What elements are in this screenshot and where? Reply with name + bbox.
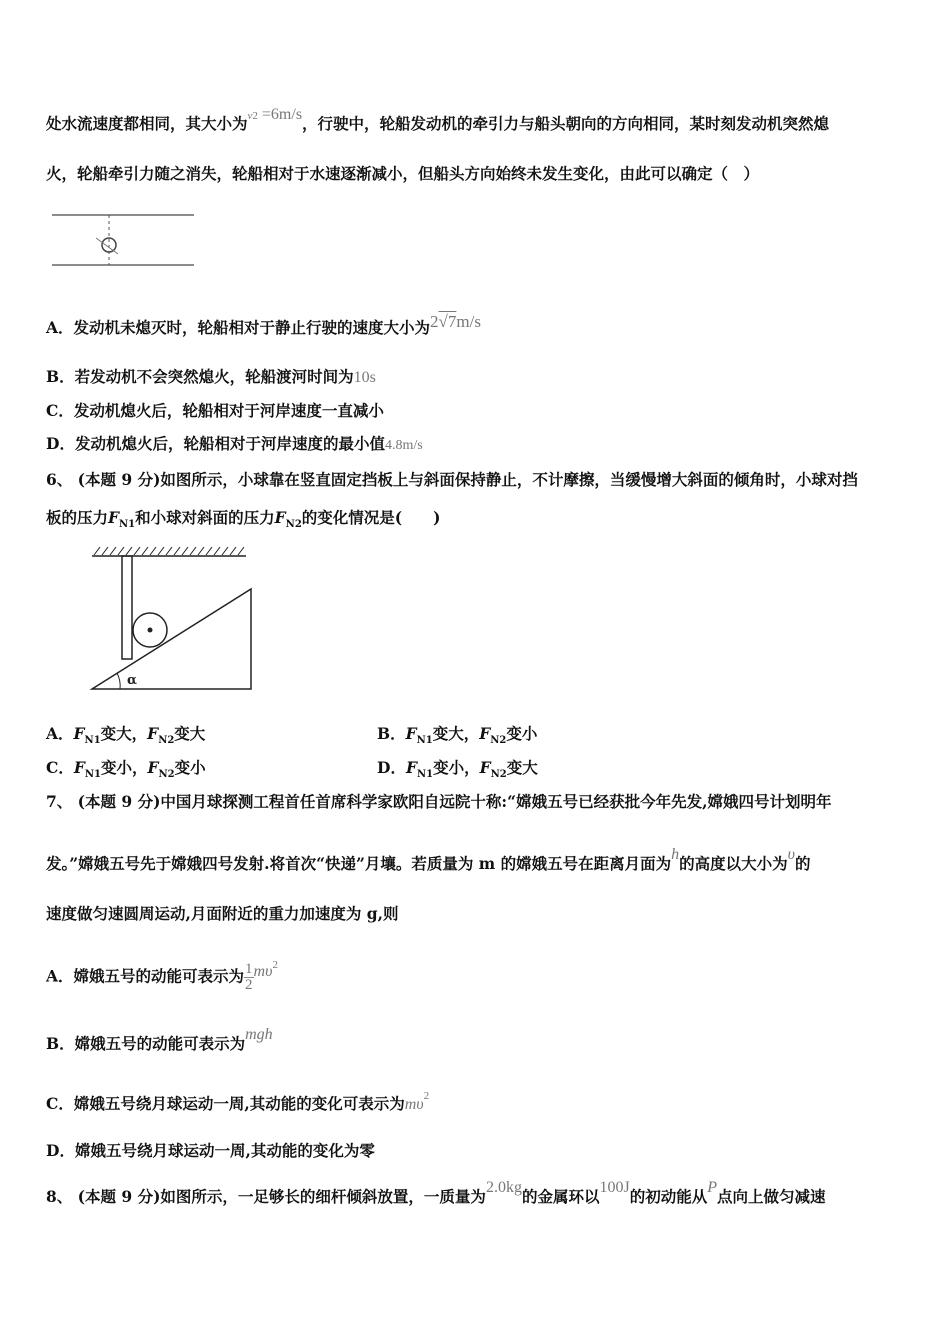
q6-option-d: D．$F_{N1}$变小，$F_{N2}$变大 — [377, 758, 538, 781]
q5-line-2: 火，轮船牵引力随之消失，轮船相对于水速逐渐减小，但船头方向始终未发生变化，由此可以确定（ ） — [46, 164, 760, 183]
q7-option-d: D．嫦娥五号绕月球运动一周,其动能的变化为零 — [46, 1141, 375, 1160]
q7-line-2: 发。”嫦娥五号先于嫦娥四号发射.将首次“快递”月壤。若质量为 m 的嫦娥五号在距离月面为h的高度以大小为υ的 — [46, 846, 811, 873]
q6-line-1: 6、 (本题 9 分)如图所示，小球靠在竖直固定挡板上与斜面保持静止，不计摩擦，当缓慢增大斜面的倾角时，小球对挡 — [46, 470, 858, 489]
q6-option-c: C．$F_{N1}$变小，$F_{N2}$变小 D．$F_{N1}$变小，$F_{N2}$变大 — [46, 758, 206, 785]
q6-option-a: A．$F_{N1}$变大，$F_{N2}$变大 B．$F_{N1}$变大，$F_{N2}$变小 — [46, 724, 205, 751]
river-boat-figure — [50, 210, 200, 272]
q7-line-1: 7、 (本题 9 分)中国月球探测工程首任首席科学家欧阳自远院十称:“嫦娥五号已经获批今年先发,嫦娥四号计划明年 — [46, 792, 832, 811]
q5-line-1: 处水流速度都相同，其大小为v2 =6m/s，行驶中，轮船发动机的牵引力与船头朝向的方向相同，某时刻发动机突然熄 — [46, 106, 830, 133]
angle-alpha-label: α — [127, 673, 138, 688]
q7-option-a-fraction: $\frac{1}{2}$ — [245, 961, 253, 993]
q5-option-b: B．若发动机不会突然熄火，轮船渡河时间为10s — [46, 367, 376, 386]
q6-option-b: B．$F_{N1}$变大，$F_{N2}$变小 — [377, 724, 538, 747]
q7-option-a: A．嫦娥五号的动能可表示为 $\frac{1}{2}$ $m\upsilon^2$ — [46, 958, 278, 993]
q5-option-a-math: 2√7m/s — [430, 312, 481, 331]
q5-option-a: A．发动机未熄灭时，轮船相对于静止行驶的速度大小为2√7m/s — [46, 312, 481, 337]
q7-option-b: B．嫦娥五号的动能可表示为mgh — [46, 1026, 273, 1053]
q5-option-d: D．发动机熄火后，轮船相对于河岸速度的最小值4.8m/s — [46, 434, 423, 453]
q8-line-1: 8、 (本题 9 分)如图所示，一足够长的细杆倾斜放置，一质量为2.0kg的金属环以100J的初动能从P点向上做匀减速 — [46, 1179, 826, 1206]
q5-option-c: C．发动机熄火后，轮船相对于河岸速度一直减小 — [46, 401, 384, 420]
q5-v2-math: v2 =6m/s — [247, 106, 303, 123]
incline-ball-figure — [88, 545, 258, 695]
q7-option-c: C．嫦娥五号绕月球运动一周,其动能的变化可表示为$m\upsilon^2$ — [46, 1090, 430, 1113]
q7-line-3: 速度做匀速圆周运动,月面附近的重力加速度为 g,则 — [46, 904, 399, 923]
q6-line-2: 板的压力$F_{N1}$和小球对斜面的压力$F_{N2}$的变化情况是( ) — [46, 508, 441, 531]
